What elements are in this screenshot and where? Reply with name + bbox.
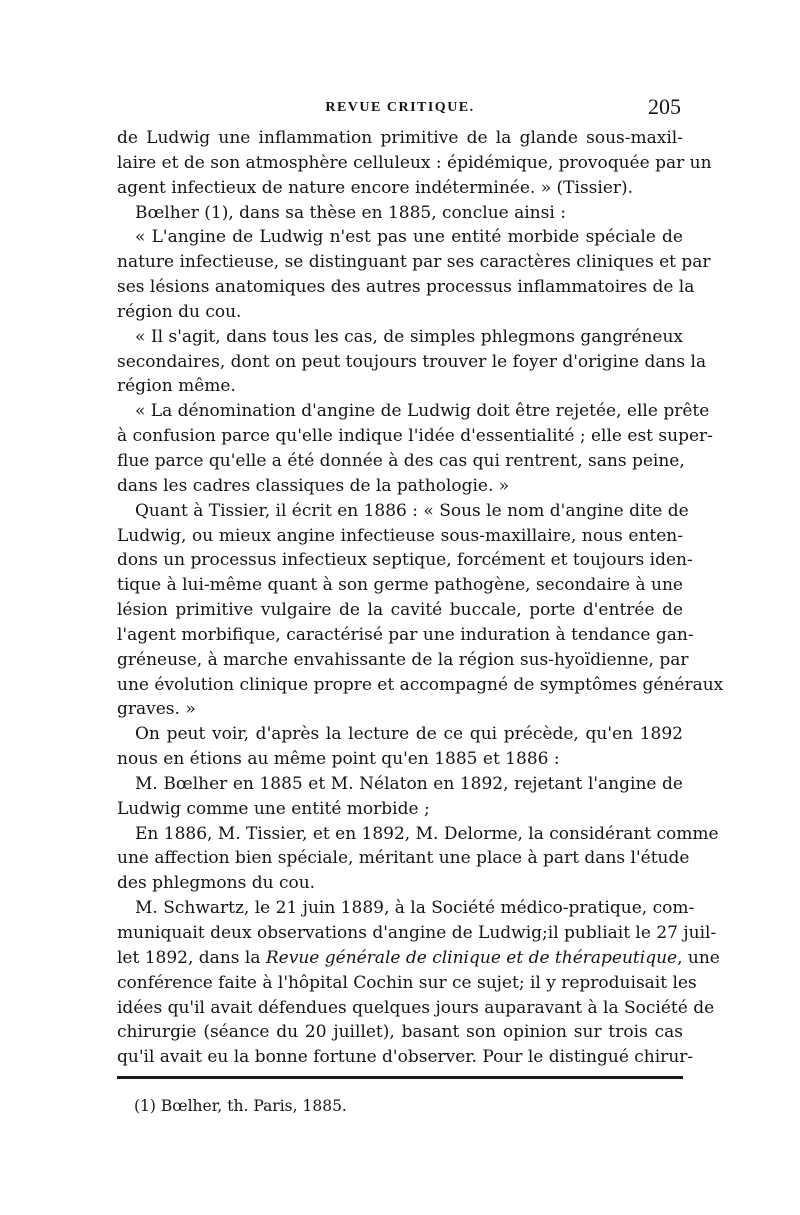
running-header — [117, 94, 683, 120]
text-line: flue parce qu'elle a été donnée à des cas qui rentrent, sans peine, — [117, 450, 685, 471]
text-line: dons un processus infectieux septique, forcément et toujours iden- — [117, 550, 693, 571]
text-line: une évolution clinique propre et accompagné de symptômes généraux — [117, 674, 724, 695]
text-line: idées qu'il avait défendues quelques jours auparavant à la Société de — [117, 997, 715, 1018]
text-line: conférence faite à l'hôpital Cochin sur ce sujet; il y reproduisait les — [117, 972, 697, 993]
text-line: M. Bœlher en 1885 et M. Nélaton en 1892, rejetant l'angine de — [135, 773, 683, 794]
text-line: chirurgie (séance du 20 juillet), basant son opinion sur trois cas — [117, 1022, 683, 1043]
text-line: des phlegmons du cou. — [117, 873, 316, 894]
text-line: En 1886, M. Tissier, et en 1892, M. Delorme, la considérant comme — [135, 823, 719, 844]
text-fragment: let 1892, dans la — [117, 947, 266, 968]
text-line: gréneuse, à marche envahissante de la région sus-hyoïdienne, par — [117, 649, 689, 670]
journal-title: Revue générale de clinique et de thérapeutique — [265, 947, 678, 968]
text-line: agent infectieux de nature encore indéterminée. » (Tissier). — [117, 177, 634, 198]
text-line: de Ludwig une inflammation primitive de la glande sous-maxil- — [117, 128, 683, 148]
text-line: nature infectieuse, se distinguant par ses caractères cliniques et par — [117, 252, 711, 273]
body-text — [117, 126, 724, 1070]
text-line: à confusion parce qu'elle indique l'idée d'essentialité ; elle est super- — [117, 426, 713, 447]
text-fragment: , une — [677, 947, 720, 968]
page-number: 205 — [648, 94, 681, 119]
text-line: On peut voir, d'après la lecture de ce qui précède, qu'en 1892 — [135, 724, 683, 745]
text-line: Ludwig, ou mieux angine infectieuse sous-maxillaire, nous enten- — [117, 525, 683, 546]
text-line: secondaires, dont on peut toujours trouver le foyer d'origine dans la — [117, 351, 707, 372]
text-line: ses lésions anatomiques des autres processus inflammatoires de la — [117, 277, 695, 298]
text-line: nous en étions au même point qu'en 1885 et 1886 : — [117, 749, 560, 770]
text-line: région même. — [117, 376, 236, 397]
running-title: REVUE CRITIQUE. — [325, 100, 475, 115]
text-line: région du cou. — [117, 301, 242, 322]
text-line: graves. » — [117, 699, 196, 720]
text-line: laire et de son atmosphère celluleux : épidémique, provoquée par un — [117, 152, 712, 173]
text-line: « L'angine de Ludwig n'est pas une entité morbide spéciale de — [135, 227, 683, 248]
text-line: « La dénomination d'angine de Ludwig doit être rejetée, elle prête — [135, 401, 710, 422]
text-line: dans les cadres classiques de la pathologie. » — [117, 475, 510, 496]
footnote-divider — [117, 1076, 683, 1079]
text-line: muniquait deux observations d'angine de Ludwig;il publiait le 27 juil- — [117, 923, 717, 943]
text-line: tique à lui-même quant à son germe pathogène, secondaire à une — [117, 575, 683, 596]
text-line: M. Schwartz, le 21 juin 1889, à la Société médico-pratique, com- — [135, 898, 695, 919]
text-line: Ludwig comme une entité morbide ; — [117, 798, 430, 819]
text-line: lésion primitive vulgaire de la cavité buccale, porte d'entrée de — [117, 600, 683, 621]
text-line: Quant à Tissier, il écrit en 1886 : « Sous le nom d'angine dite de — [135, 500, 689, 521]
text-line: une affection bien spéciale, méritant une place à part dans l'étude — [117, 848, 690, 869]
text-line: Bœlher (1), dans sa thèse en 1885, conclue ainsi : — [135, 202, 566, 223]
footnote: (1) Bœlher, th. Paris, 1885. — [134, 1097, 347, 1115]
text-line: « Il s'agit, dans tous les cas, de simples phlegmons gangréneux — [135, 326, 683, 347]
text-line: qu'il avait eu la bonne fortune d'observer. Pour le distingué chirur- — [117, 1047, 694, 1068]
text-line-with-title — [117, 946, 720, 971]
text-line: l'agent morbifique, caractérisé par une induration à tendance gan- — [117, 624, 694, 645]
